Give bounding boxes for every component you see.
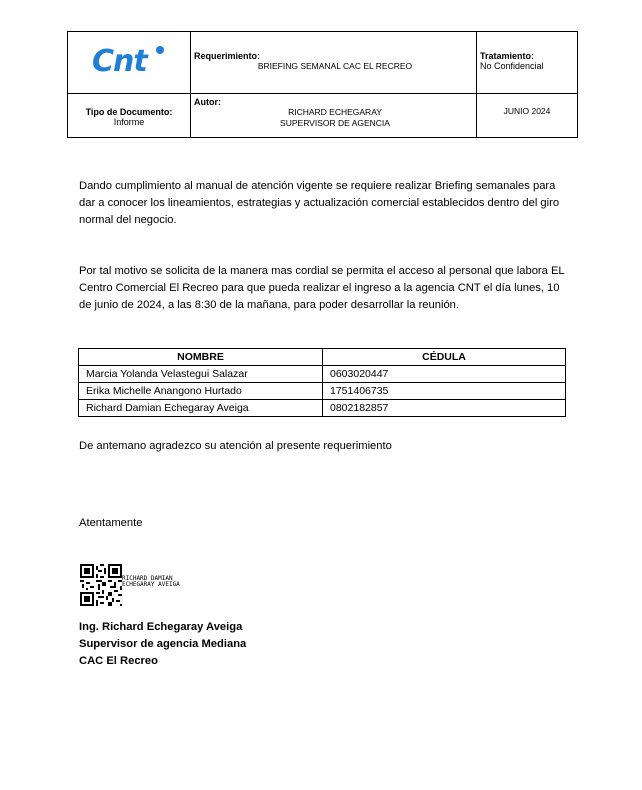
fecha-cell [477, 94, 578, 138]
tratamiento-value: No Confidencial [480, 61, 544, 71]
signer-name: Ing. Richard Echegaray Aveiga [79, 621, 243, 633]
table-row [79, 383, 566, 400]
tratamiento-cell [477, 32, 578, 94]
paragraph-intro: Dando cumplimiento al manual de atención vigente se requiere realizar Briefing semanales para dar a conocer los lineamientos, estrategias y actualización comercial establecidos dentro del giro normal del negocio. [79, 180, 560, 226]
requerimiento-value: BRIEFING SEMANAL CAC EL RECREO [257, 61, 413, 71]
tipo-label: Tipo de Documento: [85, 107, 173, 117]
requerimiento-label: Requerimiento: [194, 51, 261, 61]
signature-stamp [122, 576, 180, 588]
cell-cedula: 0802182857 [323, 400, 566, 417]
logo-dot-icon [156, 46, 164, 54]
table-row [79, 400, 566, 417]
table-row [79, 366, 566, 383]
tratamiento-label: Tratamiento: [480, 51, 535, 61]
cell-nombre: Marcia Yolanda Velastegui Salazar [79, 366, 323, 383]
stamp-line-2: ECHEGARAY AVEIGA [122, 581, 180, 588]
closing-text: Atentamente [79, 517, 143, 529]
thanks-text: De antemano agradezco su atención al presente requerimiento [79, 440, 392, 452]
column-header-cedula: CÉDULA [323, 349, 566, 366]
tipo-cell [68, 94, 191, 138]
logo-cell [68, 32, 191, 94]
fecha-value: JUNIO 2024 [503, 106, 551, 116]
signer-place: CAC El Recreo [79, 655, 158, 667]
autor-cell [191, 94, 477, 138]
qr-code-icon [80, 564, 122, 606]
cell-nombre: Richard Damian Echegaray Aveiga [79, 400, 323, 417]
cell-cedula: 1751406735 [323, 383, 566, 400]
cnt-logo: Cnt [92, 44, 147, 79]
column-header-nombre: NOMBRE [79, 349, 323, 366]
cell-nombre: Erika Michelle Anangono Hurtado [79, 383, 323, 400]
header-table [67, 31, 578, 138]
requerimiento-cell [191, 32, 477, 94]
autor-name: RICHARD ECHEGARAY [288, 107, 382, 117]
tipo-value: Informe [113, 117, 145, 127]
stamp-line-1: RICHARD DAMIAN [122, 575, 173, 582]
paragraph-request: Por tal motivo se solicita de la manera mas cordial se permita el acceso al personal que labora EL Centro Comercial El Recreo para que pueda realizar el ingreso a la agencia CNT el día lunes, 10 de junio de 2024, a las 8:30 de la mañana, para poder desarrollar la reunión. [79, 265, 565, 311]
signer-role: Supervisor de agencia Mediana [79, 638, 247, 650]
cell-cedula: 0603020447 [323, 366, 566, 383]
personnel-table [78, 348, 566, 417]
autor-role: SUPERVISOR DE AGENCIA [280, 118, 390, 128]
table-header-row [79, 349, 566, 366]
autor-label: Autor: [194, 97, 221, 107]
